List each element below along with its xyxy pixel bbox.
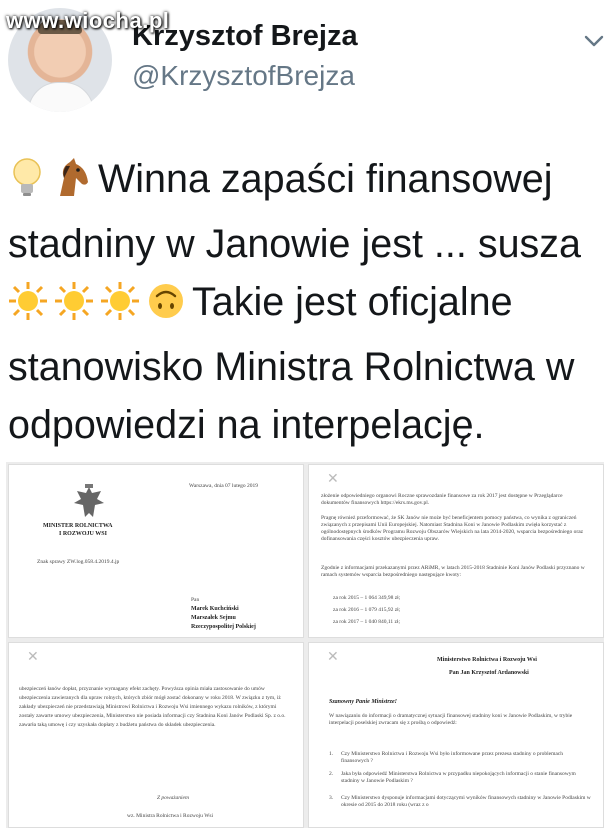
addressee-1: Pan	[191, 597, 200, 603]
document-page-1[interactable]	[8, 464, 304, 638]
close-icon: ✕	[27, 650, 39, 665]
user-handle[interactable]: @KrzysztofBrejza	[132, 60, 355, 91]
letter-date: Warszawa, dnia 07 lutego 2019	[189, 483, 259, 489]
page2-paragraph-2: Pragnę również przeformować, że SK Janów nie może być beneficjentem pomocy państwa, co wynika z ograniczeń związanych z przepisami Unii Europejskiej. Natomiast Stadnina Koni w Janowie Podlaskim zwięła korzystać z ogólnodostępnych środków Programu Rozwoju Obszarów Wiejskich na lata 2014-2020, wsparcia bezpośredniego oraz dofinansowania części kosztów ubezpieczenia upraw.	[321, 515, 584, 542]
addressee-3: Marszałek Sejmu	[191, 615, 236, 621]
page3-paragraph: ubezpieczeń łanów dopłat, przyznanie wymagany efekt zachęty. Powyższa opinia miała zastosowanie do umów ubezpieczenia zawieranych dla upraw rolnych, których zbiór mógł zostać dokonany w roku 2018. W związku z tym, iż zakłady ubezpieczeń nie przedstawiają Ministrowi Rolnictwa i Rozwoju Wsi imiennego wykazu rolników, z którymi zostały zawarte umowy ubezpieczenia, Ministerstwo nie posiada informacji czy Stadnina Koni Janów Podlaski Sp. z o.o. zawarła taką umowę i czy uzyskała dopłaty z budżetu państwa do składek ubezpieczenia.	[19, 686, 286, 728]
tweet-line-5: odpowiedzi na interpelację.	[8, 403, 485, 447]
tweet-line-2: stadniny w Janowie jest ... susza	[8, 221, 582, 266]
chevron-down-icon[interactable]	[583, 30, 605, 52]
page4-question: Jaka była odpowiedź Ministerstwa Rolnictwa w przypadku niepokojących informacji o stanie finansowym stadniny w Janowie Podlaskim ?	[341, 771, 576, 784]
addressee-2: Marek Kuchciński	[191, 606, 239, 612]
list-number: 2.	[329, 771, 334, 777]
lightbulb-icon	[8, 156, 46, 215]
signature-line: wz. Ministra Rolnictwa i Rozwoju Wsi	[127, 813, 214, 819]
watermark: www.wiocha.pl	[6, 8, 170, 33]
ministry-title-2: I ROZWOJU WSI	[59, 531, 107, 537]
upside-down-face-icon	[146, 279, 186, 338]
tweet-line-1: Winna zapaści finansowej	[8, 150, 603, 215]
sun-icon	[8, 279, 48, 338]
closing-formula: Z poważaniem	[157, 795, 189, 801]
document-page-4[interactable]	[308, 642, 604, 828]
page2-list-item: za rok 2016 – 1 079 415,92 zł;	[333, 607, 401, 613]
page4-header-1: Ministerstwo Rolnictwa i Rozwoju Wsi	[437, 657, 537, 663]
list-number: 3.	[329, 795, 334, 801]
eagle-emblem-icon	[71, 483, 107, 521]
avatar-shirt	[28, 82, 94, 112]
page2-paragraph-1: złożenie odpowiedniego organowi Roczne sprawozdanie finansowe za rok 2017 jest dostępne w Przeglądarce dokumentów finansowych https://ekrs.ms.gov.pl.	[321, 493, 563, 506]
page2-list-item: za rok 2017 – 1 040 840,11 zł;	[333, 619, 401, 625]
page2-paragraph-3: Zgodnie z informacjami przekazanymi przez ARiMR, w latach 2015-2018 Stadninie Koni Janów Podlaski przyznano w ramach systemów wsparcia bezpośredniego następujące kwoty:	[321, 565, 585, 578]
document-page-3[interactable]	[8, 642, 304, 828]
page4-header-2: Pan Jan Krzysztof Ardanowski	[449, 670, 529, 676]
document-images[interactable]	[6, 462, 604, 828]
document-page-2[interactable]	[308, 464, 604, 638]
addressee-4: Rzeczypospolitej Polskiej	[191, 624, 256, 630]
horse-icon	[52, 156, 92, 215]
list-number: 1.	[329, 751, 334, 757]
salutation: Szanowny Panie Ministrze!	[329, 699, 398, 705]
ministry-title-1: MINISTER ROLNICTWA	[43, 523, 113, 529]
sun-icon	[100, 279, 140, 338]
tweet-line-3: Takie jest oficjalne	[8, 273, 603, 338]
tweet-line-4: stanowisko Ministra Rolnictwa w	[8, 344, 575, 389]
sun-icon	[54, 279, 94, 338]
case-reference: Znak sprawy ZW.log.058.4.2019.4.jp	[37, 559, 120, 565]
page4-question: Czy Ministerstwo dysponuje informacjami dotyczącymi wyników finansowych stadniny w Janowie Podlaskim w okresie od 2015 do 2018 roku (wraz z o	[341, 795, 591, 808]
page4-intro: W nawiązaniu do informacji o dramatycznej sytuacji finansowej stadniny koni w Janowie Podlaskim, w trybie interpelacji poselskiej zwracam się z prośbą o odpowiedź:	[329, 713, 573, 726]
page4-question: Czy Ministerstwo Rolnictwa i Rozwoju Wsi było informowane przez prezesa stadniny o problemach finansowych ?	[341, 751, 563, 764]
tweet-text	[8, 150, 603, 455]
close-icon: ✕	[327, 472, 339, 487]
close-icon: ✕	[327, 650, 339, 665]
page2-list-item: za rok 2015 – 1 064 349,98 zł;	[333, 595, 401, 601]
user-name[interactable]: Krzysztof Brejza	[132, 20, 358, 52]
